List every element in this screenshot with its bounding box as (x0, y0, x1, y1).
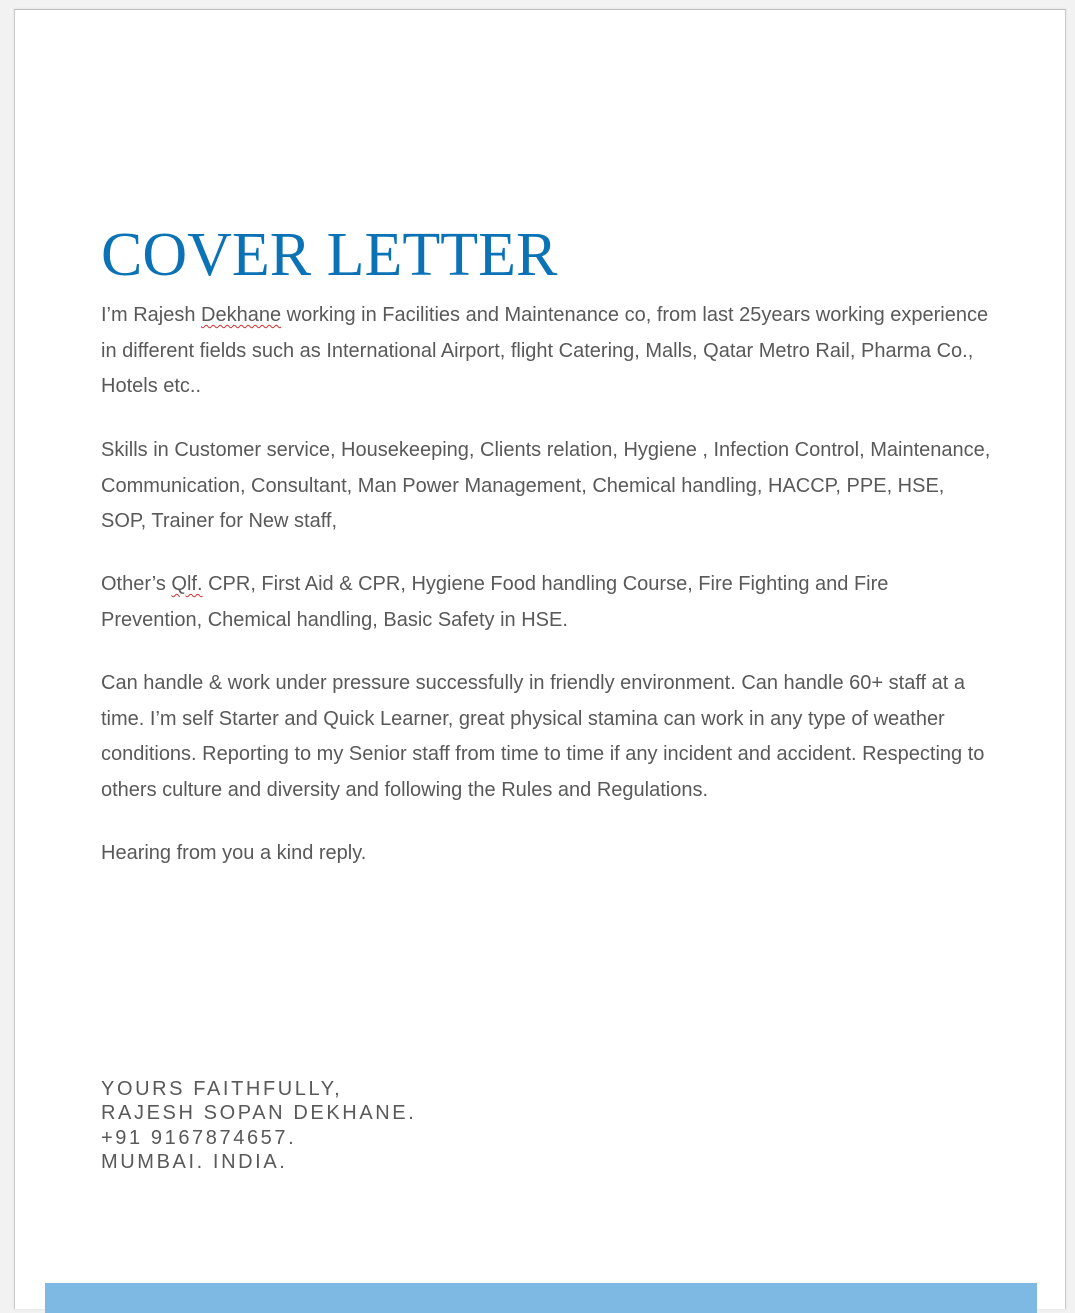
abilities-paragraph: Can handle & work under pressure successfully in friendly environment. Can handle 60+ staff at a time. I’m self Starter and Quick Learner, great physical stamina can work in any type of weather conditions. Reporting to my Senior staff from time to time if any incident and accident. Respecting to others culture and diversity and following the Rules and Regulations. (101, 672, 985, 802)
closing-paragraph: Hearing from you a kind reply. (101, 842, 367, 864)
signature-location: MUMBAI. INDIA. (101, 1150, 288, 1173)
intro-paragraph (101, 298, 991, 405)
signature-phone: +91 9167874657. (101, 1126, 297, 1149)
footer-bar (45, 1283, 1037, 1313)
qualifications-text-end: CPR, First Aid & CPR, Hygiene Food handling Course, Fire Fighting and Fire Prevention, Chemical handling, Basic Safety in HSE. (101, 573, 889, 631)
signature-block (101, 1077, 416, 1174)
intro-text-end: working in Facilities and Maintenance co, from last 25years working experience in different fields such as International Airport, flight Catering, Malls, Qatar Metro Rail, Pharma Co., Hotels etc.. (101, 304, 989, 398)
signature-closing: YOURS FAITHFULLY, (101, 1078, 343, 1100)
misspelled-abbreviation[interactable]: Qlf. (171, 573, 203, 595)
intro-text-start: I’m Rajesh (101, 304, 202, 326)
signature-name: RAJESH SOPAN DEKHANE. (101, 1102, 417, 1125)
document-page (14, 9, 1066, 1309)
page-title: COVER LETTER (101, 221, 558, 289)
qualifications-paragraph (101, 567, 991, 638)
skills-paragraph: Skills in Customer service, Housekeeping, Clients relation, Hygiene , Infection Control, Maintenance, Communication, Consultant, Man Power Management, Chemical handling, HACCP, PPE, HSE, SOP, Trainer for New staff, (101, 439, 991, 533)
misspelled-name[interactable]: Dekhane (201, 304, 282, 326)
qualifications-text-start: Other’s (101, 573, 172, 595)
